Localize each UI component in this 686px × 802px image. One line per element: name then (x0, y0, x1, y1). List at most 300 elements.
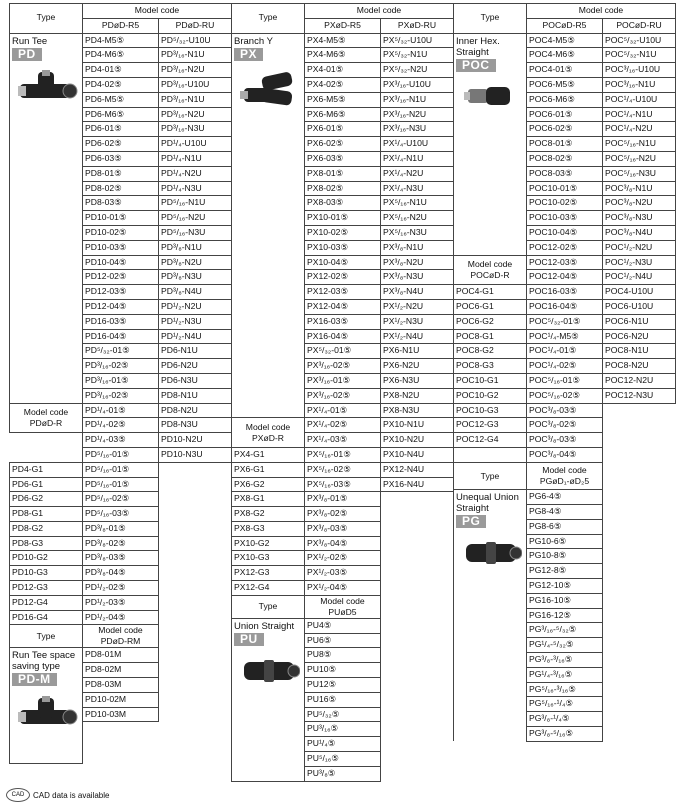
spacer (603, 476, 676, 490)
model-code: PX¹/₂-N4U (381, 329, 454, 344)
table-row (454, 418, 676, 433)
spacer (603, 623, 676, 638)
model-code-header: Model code POCøD-R (454, 255, 527, 285)
model-code: POC4-M5⑤ (527, 33, 603, 48)
model-code: PX10-G3 (232, 551, 305, 566)
type-cell-pu (232, 618, 305, 781)
model-code: POC⁵/₃₂-N1U (603, 48, 676, 63)
type-header: Type (10, 4, 83, 34)
model-code: PD³/₁₆-01⑤ (83, 373, 159, 388)
spacer (159, 551, 232, 566)
sub-header-r: POCøD-R5 (527, 18, 603, 33)
model-code: PX8-G1 (232, 492, 305, 507)
table-row (232, 521, 454, 536)
model-code: PD10-G3 (10, 566, 83, 581)
spacer (381, 648, 454, 663)
spacer (159, 663, 232, 678)
model-code: PX⁵/₁₆-03⑤ (305, 477, 381, 492)
model-code: PD⁵/₁₆-N3U (159, 225, 232, 240)
model-code: PG16-10⑤ (527, 593, 603, 608)
model-code: PX¹/₄-03⑤ (305, 433, 381, 448)
model-code: PD8-G2 (10, 521, 83, 536)
model-code: POC10-G2 (454, 388, 527, 403)
type-name: Run Tee (12, 35, 48, 47)
type-name: Inner Hex. Straight (456, 35, 500, 58)
model-code: PX³/₈-N2U (381, 255, 454, 270)
model-code: POC8-G3 (454, 359, 527, 374)
model-code: PX6-N3U (381, 373, 454, 388)
model-code: POC8-01⑤ (527, 137, 603, 152)
model-code: PX8-01⑤ (305, 166, 381, 181)
spacer (381, 507, 454, 522)
type-header: Type (10, 625, 83, 648)
model-code: PD10-02⑤ (83, 225, 159, 240)
model-code: POC16-03⑤ (527, 285, 603, 300)
spacer (381, 752, 454, 767)
model-code: POC³/₈-03⑤ (527, 403, 603, 418)
model-code: POC¹/₂-N4U (603, 270, 676, 285)
table-row (454, 285, 676, 300)
model-code: PX³/₈-03⑤ (305, 521, 381, 536)
model-code: POC10-01⑤ (527, 181, 603, 196)
spacer (381, 581, 454, 596)
model-code: PX¹/₂-N2U (381, 299, 454, 314)
px-column (231, 3, 453, 782)
model-code: PD¹/₄-N2U (159, 166, 232, 181)
model-code: PX³/₈-N1U (381, 240, 454, 255)
table-row (232, 418, 454, 433)
spacer (603, 403, 676, 418)
table-row (454, 314, 676, 329)
table-row (10, 551, 232, 566)
model-code: POC4-G1 (454, 285, 527, 300)
model-code: PX16-N4U (381, 477, 454, 492)
table-row (454, 33, 676, 48)
model-code: PD8-02M (83, 663, 159, 678)
model-code: PX10-02⑤ (305, 225, 381, 240)
model-code: POC10-G1 (454, 373, 527, 388)
model-code: PD³/₁₆-N1U (159, 92, 232, 107)
model-code: PX10-04⑤ (305, 255, 381, 270)
spacer (381, 551, 454, 566)
table-row (232, 477, 454, 492)
sub-header-r: PDøD-R5 (83, 18, 159, 33)
model-code: PX16-03⑤ (305, 314, 381, 329)
type-cell-pd (10, 33, 83, 403)
table-row (10, 566, 232, 581)
table-row (10, 492, 232, 507)
model-code: POC⁵/₁₆-02⑤ (527, 388, 603, 403)
model-code: PD⁵/₁₆-01⑤ (83, 462, 159, 477)
spacer (10, 433, 83, 463)
model-code-header: Model code PDøD-RM (83, 625, 159, 648)
series-badge: PX (234, 48, 263, 61)
model-code: PX⁵/₁₆-01⑤ (305, 447, 381, 462)
table-row (232, 536, 454, 551)
table-row (10, 581, 232, 596)
model-code: POC¹/₄-N2U (603, 122, 676, 137)
model-code: PD10-02M (83, 692, 159, 707)
model-code: PD¹/₂-N3U (159, 314, 232, 329)
model-code: PG⁵/₁₆-³/₁₆⑤ (527, 682, 603, 697)
model-code: PD³/₁₆-U10U (159, 77, 232, 92)
spacer (603, 608, 676, 623)
table-row (454, 344, 676, 359)
model-code: POC6-U10U (603, 299, 676, 314)
spacer (159, 581, 232, 596)
fitting-image (12, 692, 80, 744)
model-code: PX10-N4U (381, 447, 454, 462)
model-code: PD³/₈-01⑤ (83, 521, 159, 536)
model-code: PX³/₈-04⑤ (305, 536, 381, 551)
model-code: PX¹/₄-N3U (381, 181, 454, 196)
spacer (603, 462, 676, 476)
model-code: POC6-N1U (603, 314, 676, 329)
model-code: PD10-04⑤ (83, 255, 159, 270)
table-row (454, 462, 676, 476)
spacer (159, 477, 232, 492)
model-code: PU16⑤ (305, 692, 381, 707)
model-code: PX16-04⑤ (305, 329, 381, 344)
model-code: POC³/₈-N1U (603, 181, 676, 196)
model-code: PX6-N1U (381, 344, 454, 359)
model-code: PD8-01M (83, 648, 159, 663)
model-code: PD12-G3 (10, 581, 83, 596)
model-code: PD10-03⑤ (83, 240, 159, 255)
model-code: PX⁵/₁₆-02⑤ (305, 462, 381, 477)
model-code: PD8-02⑤ (83, 181, 159, 196)
model-code: PX¹/₄-N1U (381, 151, 454, 166)
model-code: PX6-03⑤ (305, 151, 381, 166)
table-row (10, 433, 232, 448)
model-code: PX10-03⑤ (305, 240, 381, 255)
spacer (381, 678, 454, 693)
model-code: PD8-G1 (10, 507, 83, 522)
type-header: Type (232, 595, 305, 618)
spacer (603, 433, 676, 448)
spacer (603, 418, 676, 433)
table-row (10, 536, 232, 551)
model-code: POC8-03⑤ (527, 166, 603, 181)
model-code: PD8-01⑤ (83, 166, 159, 181)
model-code: PX³/₁₆-02⑤ (305, 388, 381, 403)
type-cell-pg (454, 490, 527, 742)
model-code: PD6-N2U (159, 359, 232, 374)
model-code: PX¹/₂-03⑤ (305, 566, 381, 581)
model-code: PU⁵/₃₂⑤ (305, 707, 381, 722)
model-code: PD12-03⑤ (83, 285, 159, 300)
model-code: PX³/₁₆-N3U (381, 122, 454, 137)
table-row (454, 447, 676, 462)
model-code: PG¹/₄-³/₁₆⑤ (527, 667, 603, 682)
model-code: PD⁵/₁₆-03⑤ (83, 507, 159, 522)
model-code: POC12-G4 (454, 433, 527, 448)
poc-table (453, 3, 676, 742)
model-code: POC6-N2U (603, 329, 676, 344)
model-code: PD¹/₄-03⑤ (83, 433, 159, 448)
model-code: PG12-8⑤ (527, 564, 603, 579)
model-code: PD12-04⑤ (83, 299, 159, 314)
model-code: PX³/₈-02⑤ (305, 507, 381, 522)
model-code: PD¹/₂-N4U (159, 329, 232, 344)
sub-header-ru: PDøD-RU (159, 18, 232, 33)
model-code: PU³/₁₆⑤ (305, 722, 381, 737)
model-code-header: Model code (83, 4, 232, 19)
spacer (159, 736, 232, 750)
table-row (454, 388, 676, 403)
model-code: PD³/₁₆-N2U (159, 107, 232, 122)
spacer (381, 595, 454, 618)
model-code: POC4-U10U (603, 285, 676, 300)
model-code: PX¹/₄-01⑤ (305, 403, 381, 418)
type-header: Type (232, 4, 305, 34)
spacer (83, 722, 159, 736)
table-row (10, 610, 232, 625)
model-code: PD³/₈-N2U (159, 255, 232, 270)
model-code: POC¹/₄-01⑤ (527, 344, 603, 359)
model-code: PG³/₈-⁵/₁₆⑤ (527, 727, 603, 742)
spacer (159, 462, 232, 477)
model-code: PD4-M6⑤ (83, 48, 159, 63)
model-code: POC³/₁₆-N1U (603, 77, 676, 92)
spacer (381, 521, 454, 536)
spacer (159, 750, 232, 764)
model-code: PD³/₈-N4U (159, 285, 232, 300)
model-code: PD¹/₄-U10U (159, 137, 232, 152)
model-code: POC10-G3 (454, 403, 527, 418)
model-code: POC12-04⑤ (527, 270, 603, 285)
series-badge: PG (456, 515, 486, 528)
spacer (159, 707, 232, 722)
model-code: PX⁵/₃₂-N2U (381, 63, 454, 78)
model-code: PG³/₁₆-⁵/₃₂⑤ (527, 623, 603, 638)
model-code: PG³/₈-³/₁₆⑤ (527, 653, 603, 668)
spacer (603, 579, 676, 594)
model-code: POC³/₈-03⑤ (527, 433, 603, 448)
model-code: PX6-M6⑤ (305, 107, 381, 122)
model-code: PG8-6⑤ (527, 519, 603, 534)
model-code: POC10-04⑤ (527, 225, 603, 240)
model-code: PD4-02⑤ (83, 77, 159, 92)
model-code: POC⁵/₁₆-N1U (603, 137, 676, 152)
table-row (454, 359, 676, 374)
model-code: PD10-N3U (159, 447, 232, 462)
model-code: POC³/₈-N3U (603, 211, 676, 226)
spacer (159, 566, 232, 581)
cad-note (6, 788, 109, 802)
model-code: PD⁵/₁₆-01⑤ (83, 447, 159, 462)
model-code: PX¹/₄-U10U (381, 137, 454, 152)
model-code: POC³/₈-N2U (603, 196, 676, 211)
model-code: PD³/₈-N1U (159, 240, 232, 255)
model-code: PD8-N1U (159, 388, 232, 403)
model-code: PX12-G3 (232, 566, 305, 581)
model-code: POC8-N1U (603, 344, 676, 359)
spacer (83, 736, 159, 750)
type-name: Unequal Union Straight (456, 492, 519, 515)
table-row (232, 33, 454, 48)
table-row (10, 625, 232, 648)
model-code: PG10-6⑤ (527, 534, 603, 549)
model-code: PD4-G1 (10, 462, 83, 477)
spacer (603, 593, 676, 608)
spacer (603, 712, 676, 727)
table-row (454, 329, 676, 344)
model-code: POC¹/₄-N1U (603, 107, 676, 122)
model-code: PX⁵/₃₂-N1U (381, 48, 454, 63)
model-code: PD6-N1U (159, 344, 232, 359)
spacer (159, 722, 232, 736)
spacer (159, 692, 232, 707)
model-code: PG⁵/₁₆-¹/₄⑤ (527, 697, 603, 712)
model-code: PU6⑤ (305, 633, 381, 648)
spacer (159, 648, 232, 663)
model-code: PD¹/₂-03⑤ (83, 595, 159, 610)
model-code: PD16-03⑤ (83, 314, 159, 329)
spacer (603, 447, 676, 462)
model-code: PU10⑤ (305, 663, 381, 678)
model-code: PU4⑤ (305, 618, 381, 633)
model-code: PG¹/₄-⁵/₃₂⑤ (527, 638, 603, 653)
spacer (159, 625, 232, 648)
model-code: POC12-03⑤ (527, 255, 603, 270)
model-code: POC6-G1 (454, 299, 527, 314)
model-code: POC¹/₄-M5⑤ (527, 329, 603, 344)
model-code: POC⁵/₃₂-U10U (603, 33, 676, 48)
model-code: POC12-N3U (603, 388, 676, 403)
spacer (159, 492, 232, 507)
model-code: PD10-G2 (10, 551, 83, 566)
type-name: Branch Y (234, 35, 273, 47)
model-code: PD12-02⑤ (83, 270, 159, 285)
pd-table (9, 3, 232, 764)
spacer (603, 505, 676, 520)
table-row (10, 507, 232, 522)
spacer (381, 707, 454, 722)
table-row (232, 447, 454, 462)
table-row (232, 551, 454, 566)
model-code: PU8⑤ (305, 648, 381, 663)
model-code: PD6-M6⑤ (83, 107, 159, 122)
model-code: PX³/₈-N4U (381, 285, 454, 300)
spacer (603, 727, 676, 742)
model-code: POC6-M6⑤ (527, 92, 603, 107)
model-code: PX8-G2 (232, 507, 305, 522)
spacer (381, 663, 454, 678)
model-code: PU¹/₄⑤ (305, 737, 381, 752)
fitting-image (234, 652, 302, 704)
model-code: PD¹/₂-N2U (159, 299, 232, 314)
spacer (454, 447, 527, 462)
model-code: PX10-N2U (381, 433, 454, 448)
model-code: POC10-03⑤ (527, 211, 603, 226)
spacer (381, 566, 454, 581)
model-code: PD³/₁₆-N3U (159, 122, 232, 137)
table-row (232, 462, 454, 477)
type-cell-px (232, 33, 305, 418)
model-code: PX³/₁₆-01⑤ (305, 373, 381, 388)
model-code: PD⁵/₁₆-01⑤ (83, 477, 159, 492)
spacer (159, 610, 232, 625)
model-code: POC8-G1 (454, 329, 527, 344)
model-code-header: Model code (527, 4, 676, 19)
type-name: Union Straight (234, 620, 295, 632)
model-code: POC⁵/₁₆-N2U (603, 151, 676, 166)
model-code-header: Model code PDøD-R (10, 403, 83, 433)
model-code: PD³/₈-03⑤ (83, 551, 159, 566)
spacer (603, 490, 676, 505)
model-code: PD⁵/₁₆-02⑤ (83, 492, 159, 507)
model-code: PD6-02⑤ (83, 137, 159, 152)
table-row (232, 507, 454, 522)
model-code: PX³/₁₆-02⑤ (305, 359, 381, 374)
model-code: POC¹/₄-U10U (603, 92, 676, 107)
fitting-image (456, 534, 524, 586)
model-code: PX4-02⑤ (305, 77, 381, 92)
type-header: Type (454, 4, 527, 34)
model-code: PX12-03⑤ (305, 285, 381, 300)
model-code: PD4-01⑤ (83, 63, 159, 78)
table-row (232, 566, 454, 581)
model-code: POC6-02⑤ (527, 122, 603, 137)
spacer (381, 766, 454, 781)
model-code-header: Model code PXøD-R (232, 418, 305, 448)
model-code: PD³/₈-02⑤ (83, 536, 159, 551)
type-cell-pdm (10, 648, 83, 764)
model-code: POC³/₈-04⑤ (527, 447, 603, 462)
table-row (454, 299, 676, 314)
series-badge: PD-M (12, 673, 57, 686)
model-code: PD⁵/₁₆-N2U (159, 211, 232, 226)
model-code: POC12-G3 (454, 418, 527, 433)
spacer (381, 633, 454, 648)
model-code: POC¹/₄-02⑤ (527, 359, 603, 374)
model-code: PD10-01⑤ (83, 211, 159, 226)
spacer (159, 678, 232, 693)
model-code: PG8-4⑤ (527, 505, 603, 520)
model-code: PX³/₈-N3U (381, 270, 454, 285)
model-code: PD³/₈-04⑤ (83, 566, 159, 581)
model-code: PD³/₈-N3U (159, 270, 232, 285)
model-code: POC¹/₂-N2U (603, 240, 676, 255)
model-code: PX8-N2U (381, 388, 454, 403)
series-badge: PU (234, 633, 264, 646)
type-cell-poc (454, 33, 527, 255)
model-code: PX8-03⑤ (305, 196, 381, 211)
model-code: POC12-N2U (603, 373, 676, 388)
model-code: PX4-M6⑤ (305, 48, 381, 63)
table-row (10, 33, 232, 48)
model-code: POC4-M6⑤ (527, 48, 603, 63)
model-code: PX6-G2 (232, 477, 305, 492)
sub-header-ru: POCøD-RU (603, 18, 676, 33)
model-code: PD6-M5⑤ (83, 92, 159, 107)
spacer (603, 549, 676, 564)
model-code: PX8-N3U (381, 403, 454, 418)
spacer (381, 737, 454, 752)
model-code: PX12-04⑤ (305, 299, 381, 314)
model-code: PD¹/₂-04⑤ (83, 610, 159, 625)
model-code: PG³/₈-¹/₄⑤ (527, 712, 603, 727)
model-code: PX4-G1 (232, 447, 305, 462)
model-code: PD10-N2U (159, 433, 232, 448)
model-code: PD12-G4 (10, 595, 83, 610)
spacer (603, 534, 676, 549)
spacer (603, 653, 676, 668)
table-row (10, 521, 232, 536)
model-code: PD16-G4 (10, 610, 83, 625)
table-row (232, 492, 454, 507)
